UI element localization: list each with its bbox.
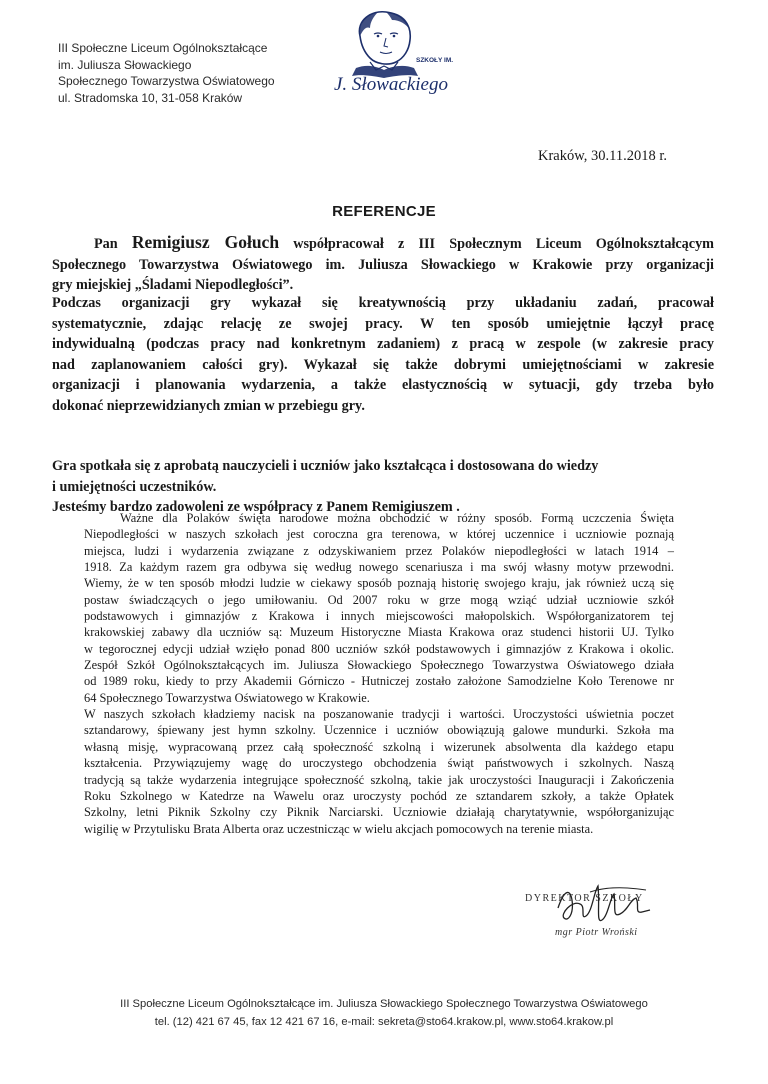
description-line: Niepodległości w naszych szkołach jest coroczna gra terenowa, w której uczennice i uczniowie poznają bbox=[84, 527, 674, 542]
intro-line: gry miejskiej „Śladami Niepodległości”. bbox=[52, 277, 294, 293]
description-line: postaw świadczących o jego umiłowaniu. Od 2007 roku w grze mogą wziąć udział uczniowie szkół bbox=[84, 592, 674, 607]
evaluation-line: systematycznie, zdając relację ze swojej pracy. W ten sposób umiejętnie łączył pracę bbox=[52, 315, 714, 332]
description-line: wigilię w Przytulisku Brata Alberta oraz uczestnicząc w wielu akcjach pomocowych na terenie miasta. bbox=[84, 821, 594, 836]
letter-date: Kraków, 30.11.2018 r. bbox=[538, 148, 668, 164]
summary-line: Jesteśmy bardzo zadowoleni ze współpracy z Panem Remigiuszem . bbox=[52, 499, 460, 515]
evaluation-line: organizacji i planowania wydarzenia, a także elastycznością w sytuacji, gdy trzeba było bbox=[52, 377, 714, 393]
description-line: krakowskiej zabawy dla uczniów są: Muzeum Historyczne Miasta Krakowa oraz studenci historii UJ. Tylko bbox=[84, 625, 674, 640]
intro-line bbox=[52, 232, 714, 255]
description-line: sztandarowy, śpiewany jest hymn szkolny. Uczennice i uczniów obowiązują galowe mundurki. Szkoła ma bbox=[84, 723, 674, 738]
evaluation-line: indywidualną (podczas pracy nad konkretnym zadaniem) z pracą w zespole (w zakresie pracy bbox=[52, 336, 714, 352]
summary-paragraph bbox=[52, 456, 714, 518]
description-line: w tegorocznej edycji udział wzięło ponad 800 uczniów szkół podstawowych i gimnazjów z Krakowa i okolic. bbox=[84, 641, 674, 656]
description-line: miejsca, ludzi i wydarzenia związane z odzyskiwaniem przez Polaków niepodległości w latach 1914 – bbox=[84, 543, 674, 558]
address-line: III Społeczne Liceum Ogólnokształcące bbox=[58, 41, 268, 55]
intro-paragraph bbox=[52, 232, 714, 296]
description-line: 64 Społecznego Towarzystwa Oświatowego w Krakowie. bbox=[84, 690, 370, 705]
intro-rest: współpracował z III Społecznym Liceum Ogólnokształcącym bbox=[279, 236, 714, 252]
signatory-name: mgr Piotr Wroński bbox=[555, 927, 638, 938]
description-line: własną misję, wypracowaną przez całą społeczność szkolną i wizerunek absolwenta dla każdego etapu bbox=[84, 739, 674, 754]
description-line: tradycją są także wydarzenia integrujące społeczność szkolną, takie jak uroczystości Inauguracji i Zakończenia bbox=[84, 772, 674, 787]
evaluation-line: nad zaplanowaniem całości gry). Wykazał się także dobrymi umiejętnościami w zakresie bbox=[52, 356, 714, 373]
description-line: Ważne dla Polaków święta narodowe można obchodzić w różny sposób. Formą uczczenia Święta bbox=[120, 511, 674, 525]
footer-contact: tel. (12) 421 67 45, fax 12 421 67 16, e-mail: sekreta@sto64.krakow.pl, www.sto64.krakow.pl bbox=[154, 1016, 614, 1028]
description-line: W naszych szkołach kładziemy nacisk na poszanowanie tradycji i wartości. Uroczystości uświetnia poczet bbox=[84, 707, 674, 722]
evaluation-paragraph bbox=[52, 293, 714, 416]
address-line: Społecznego Towarzystwa Oświatowego bbox=[58, 74, 275, 88]
school-address bbox=[58, 40, 275, 106]
logo-signature: J. Słowackiego bbox=[334, 74, 448, 95]
person-name: Remigiusz Gołuch bbox=[131, 232, 280, 252]
intro-prefix: Pan bbox=[94, 236, 132, 252]
description-line: Wiemy, że w ten sposób młodzi ludzie w ciekawy sposób poznają historię swojego kraju, jak również uczą się bbox=[84, 576, 674, 591]
signatory-title: DYREKTOR SZKOŁY bbox=[525, 893, 644, 904]
summary-line: Gra spotkała się z aprobatą nauczycieli i uczniów jako kształcąca i dostosowana do wiedzy bbox=[52, 458, 599, 474]
school-description bbox=[84, 510, 674, 837]
logo-caption: SZKOŁY IM. bbox=[416, 57, 454, 64]
description-line: podstawowych i gimnazjów z Krakowa i innych miejscowości małopolskich. Współorganizatorem tej bbox=[84, 609, 674, 624]
evaluation-line: dokonać nieprzewidzianych zmian w przebiegu gry. bbox=[52, 397, 365, 414]
footer-school-name: III Społeczne Liceum Ogólnokształcące im. Juliusza Słowackiego Społecznego Towarzystwa Oświatowego bbox=[120, 998, 648, 1010]
description-line: 1918. Za każdym razem gra odbywa się według nowego scenariusza i ma swój własny motyw przewodni. bbox=[84, 560, 674, 575]
description-line: Szkolny, letni Piknik Szkolny czy Piknik Narciarski. Uczniowie działają charytatywnie, współorganizując bbox=[84, 805, 674, 820]
letter-title: REFERENCJE bbox=[332, 203, 436, 220]
address-line: ul. Stradomska 10, 31-058 Kraków bbox=[58, 90, 243, 105]
summary-line: i umiejętności uczestników. bbox=[52, 478, 217, 495]
description-line: Zespół Szkół Ogólnokształcących im. Juliusza Słowackiego Społecznego Towarzystwa Oświatowego działa bbox=[84, 658, 674, 673]
description-line: kształcenia. Przywiązujemy wagę do uroczystego obchodzenia świąt państwowych i szkolnych. Naszą bbox=[84, 756, 674, 771]
intro-line: Społecznego Towarzystwa Oświatowego im. Juliusza Słowackiego w Krakowie przy organizacji bbox=[52, 256, 714, 273]
evaluation-line: Podczas organizacji gry wykazał się kreatywnością przy układaniu zadań, pracował bbox=[52, 295, 714, 311]
description-line: od 1989 roku, kiedy to przy Akademii Górniczo - Hutniczej zostało założone Samodzielne Koło Terenowe nr bbox=[84, 674, 674, 689]
description-line: Roku Szkolnego w Katedrze na Wawelu oraz uroczysty pochód ze sztandarem szkoły, a także Opłatek bbox=[84, 788, 674, 803]
letter-footer bbox=[0, 995, 768, 1031]
address-line: im. Juliusza Słowackiego bbox=[58, 57, 192, 72]
